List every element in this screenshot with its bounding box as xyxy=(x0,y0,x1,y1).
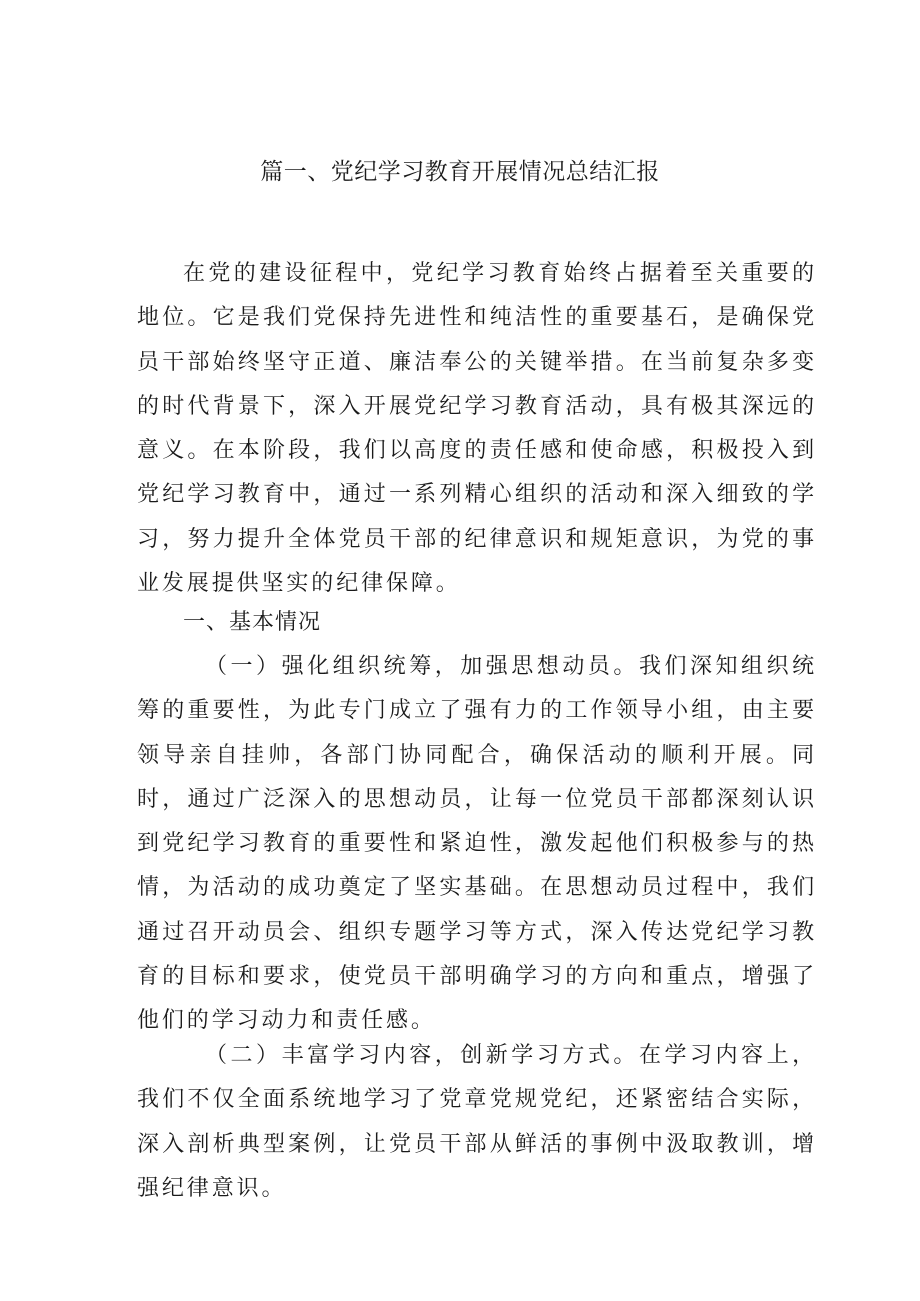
intro-paragraph: 在党的建设征程中，党纪学习教育始终占据着至关重要的地位。它是我们党保持先进性和纯洁性的重要基石，是确保党员干部始终坚守正道、廉洁奉公的关键举措。在当前复杂多变的时代背景下，深入开展党纪学习教育活动，具有极其深远的意义。在本阶段，我们以高度的责任感和使命感，积极投入到党纪学习教育中，通过一系列精心组织的活动和深入细致的学习，努力提升全体党员干部的纪律意识和规矩意识，为党的事业发展提供坚实的纪律保障。 xyxy=(137,261,817,597)
paragraph-learning-content: （二）丰富学习内容，创新学习方式。在学习内容上，我们不仅全面系统地学习了党章党规党纪，还紧密结合实际，深入剖析典型案例，让党员干部从鲜活的事例中汲取教训，增强纪律意识。 xyxy=(137,1043,817,1201)
document-title: 篇一、党纪学习教育开展情况总结汇报 xyxy=(260,159,660,185)
paragraph-organization: （一）强化组织统筹，加强思想动员。我们深知组织统筹的重要性，为此专门成立了强有力的工作领导小组，由主要领导亲自挂帅，各部门协同配合，确保活动的顺利开展。同时，通过广泛深入的思想动员，让每一位党员干部都深刻认识到党纪学习教育的重要性和紧迫性，激发起他们积极参与的热情，为活动的成功奠定了坚实基础。在思想动员过程中，我们通过召开动员会、组织专题学习等方式，深入传达党纪学习教育的目标和要求，使党员干部明确学习的方向和重点，增强了他们的学习动力和责任感。 xyxy=(137,654,817,1034)
section-heading-basic-situation: 一、基本情况 xyxy=(183,610,322,635)
